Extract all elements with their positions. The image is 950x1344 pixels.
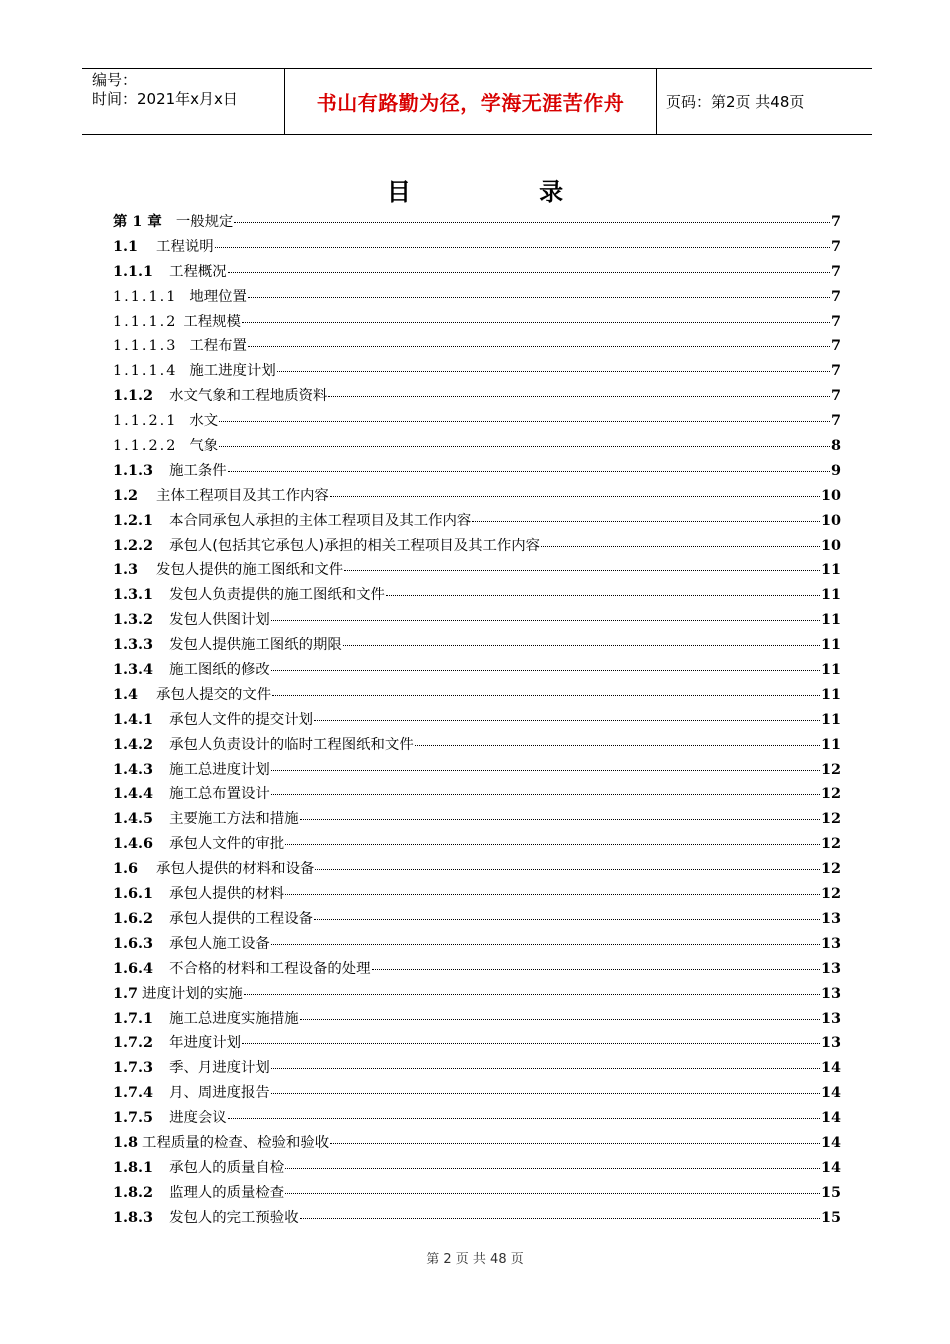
toc-entry-title: 发包人负责提供的施工图纸和文件 — [169, 587, 385, 604]
toc-dot-leader — [344, 570, 820, 571]
toc-entry-page: 11 — [820, 586, 841, 604]
toc-dot-leader — [285, 894, 820, 895]
toc-entry-page: 7 — [830, 387, 841, 405]
toc-entry[interactable] — [113, 857, 841, 882]
toc-entry-number: 1.7.3 — [113, 1059, 154, 1077]
toc-entry-title: 发包人的完工预验收 — [169, 1209, 299, 1226]
toc-entry-title: 进度会议 — [169, 1110, 227, 1127]
toc-entry-number: 1.4.2 — [113, 735, 154, 753]
toc-entry-number: 1.1.1.3 — [113, 338, 178, 355]
toc-entry-page: 14 — [820, 1084, 841, 1102]
toc-entry[interactable] — [113, 459, 841, 484]
toc-entry-title: 主要施工方法和措施 — [169, 811, 299, 828]
toc-entry-number: 1.7.2 — [113, 1034, 154, 1052]
toc-entry-title: 月、周进度报告 — [169, 1085, 270, 1102]
toc-entry-title: 施工总进度实施措施 — [169, 1010, 299, 1027]
toc-dot-leader — [285, 1193, 820, 1194]
toc-dot-leader — [285, 1168, 820, 1169]
toc-entry[interactable] — [113, 1106, 841, 1131]
toc-entry-title: 本合同承包人承担的主体工程项目及其工作内容 — [169, 512, 472, 529]
toc-entry[interactable] — [113, 658, 841, 683]
toc-entry[interactable] — [113, 683, 841, 708]
toc-entry[interactable] — [113, 907, 841, 932]
toc-entry-number: 1.4.3 — [113, 760, 154, 778]
toc-entry-title: 水文 — [189, 413, 219, 430]
toc-entry-page: 7 — [830, 237, 841, 255]
toc-entry[interactable] — [113, 1007, 841, 1032]
toc-entry-page: 14 — [820, 1109, 841, 1127]
toc-entry[interactable] — [113, 1131, 841, 1156]
toc-entry-page: 9 — [830, 461, 841, 479]
toc-entry-number: 1.7.4 — [113, 1084, 154, 1102]
toc-dot-leader — [244, 994, 820, 995]
toc-entry[interactable] — [113, 758, 841, 783]
toc-entry-title: 承包人施工设备 — [169, 935, 270, 952]
toc-entry-number: 第 1 章 — [113, 213, 162, 230]
toc-entry-page: 14 — [820, 1133, 841, 1151]
toc-entry-page: 7 — [830, 262, 841, 280]
toc-entry-number: 1.3 — [113, 561, 139, 579]
toc-entry-title: 一般规定 — [175, 214, 234, 230]
toc-entry-page: 13 — [820, 1009, 841, 1027]
table-of-contents — [113, 210, 841, 1231]
toc-entry-number: 1.4.4 — [113, 785, 154, 803]
toc-entry-page: 13 — [820, 984, 841, 1002]
toc-entry-title: 发包人提供的施工图纸和文件 — [156, 562, 344, 579]
toc-dot-leader — [271, 770, 820, 771]
toc-entry-title: 承包人文件的审批 — [169, 836, 285, 853]
toc-entry-title: 季、月进度计划 — [169, 1060, 270, 1077]
toc-entry-title: 发包人提供施工图纸的期限 — [169, 637, 342, 654]
toc-entry-title: 主体工程项目及其工作内容 — [156, 487, 329, 504]
toc-entry-number: 1.6.1 — [113, 885, 154, 903]
toc-dot-leader — [242, 1043, 820, 1044]
toc-entry-page: 8 — [830, 437, 841, 455]
toc-entry-page: 14 — [820, 1059, 841, 1077]
toc-entry-number: 1.7.5 — [113, 1109, 154, 1127]
toc-dot-leader — [271, 1068, 820, 1069]
toc-entry-page: 12 — [820, 810, 841, 828]
toc-entry-title: 监理人的质量检查 — [169, 1184, 285, 1201]
toc-entry-number: 1.4.1 — [113, 710, 154, 728]
toc-entry-number: 1.3.2 — [113, 611, 154, 629]
toc-dot-leader — [234, 222, 830, 223]
toc-entry-page: 10 — [820, 536, 841, 554]
toc-dot-leader — [330, 1143, 820, 1144]
toc-dot-leader — [228, 471, 830, 472]
toc-entry[interactable] — [113, 359, 841, 384]
toc-entry-title: 不合格的材料和工程设备的处理 — [169, 960, 371, 977]
toc-entry[interactable] — [113, 334, 841, 359]
toc-entry-number: 1.1.2 — [113, 387, 154, 405]
toc-entry[interactable] — [113, 534, 841, 559]
toc-entry[interactable] — [113, 982, 841, 1007]
toc-entry-number: 1.7.1 — [113, 1009, 154, 1027]
toc-entry-title: 施工总进度计划 — [169, 761, 270, 778]
toc-entry[interactable] — [113, 608, 841, 633]
toc-entry-number: 1.8.1 — [113, 1158, 154, 1176]
toc-entry-page: 11 — [820, 685, 841, 703]
toc-entry-page: 12 — [820, 885, 841, 903]
toc-dot-leader — [271, 620, 820, 621]
toc-entry-page: 10 — [820, 511, 841, 529]
toc-entry[interactable] — [113, 558, 841, 583]
toc-entry-number: 1.6.2 — [113, 909, 154, 927]
toc-entry[interactable] — [113, 1181, 841, 1206]
toc-entry[interactable] — [113, 832, 841, 857]
toc-entry-page: 11 — [820, 636, 841, 654]
toc-entry-number: 1.6.3 — [113, 934, 154, 952]
toc-dot-leader — [228, 1118, 820, 1119]
toc-dot-leader — [300, 1019, 820, 1020]
toc-entry-title: 施工图纸的修改 — [169, 662, 270, 679]
toc-title: 目 录 — [386, 178, 624, 206]
toc-dot-leader — [285, 844, 820, 845]
toc-entry-title: 进度计划的实施 — [142, 985, 243, 1002]
toc-entry[interactable] — [113, 310, 841, 335]
toc-entry-title: 发包人供图计划 — [169, 612, 270, 629]
toc-entry[interactable] — [113, 1206, 841, 1231]
toc-dot-leader — [330, 496, 820, 497]
toc-entry-page: 13 — [820, 934, 841, 952]
toc-entry-number: 1.3.4 — [113, 661, 154, 679]
toc-dot-leader — [277, 371, 830, 372]
toc-dot-leader — [271, 1093, 820, 1094]
toc-dot-leader — [300, 819, 820, 820]
toc-dot-leader — [219, 446, 830, 447]
toc-entry-page: 13 — [820, 959, 841, 977]
toc-entry-page: 10 — [820, 486, 841, 504]
header-meta — [82, 69, 284, 134]
toc-dot-leader — [315, 869, 820, 870]
toc-entry-title: 工程说明 — [156, 238, 214, 255]
toc-entry-page: 14 — [820, 1158, 841, 1176]
toc-entry-page: 15 — [820, 1208, 841, 1226]
toc-entry-title: 气象 — [189, 438, 219, 455]
toc-entry-number: 1.1.2.1 — [113, 413, 178, 430]
toc-entry-number: 1.2.1 — [113, 511, 154, 529]
toc-entry-number: 1.1.1.1 — [113, 288, 178, 305]
toc-entry[interactable] — [113, 708, 841, 733]
document-date: 时间：2021年x月x日 — [92, 90, 238, 108]
toc-entry-title: 承包人文件的提交计划 — [169, 711, 313, 728]
toc-dot-leader — [300, 1218, 820, 1219]
toc-entry-title: 施工进度计划 — [189, 363, 276, 380]
toc-entry[interactable] — [113, 807, 841, 832]
page-footer: 第 2 页 共 48 页 — [426, 1252, 524, 1267]
toc-entry-title: 施工条件 — [169, 462, 227, 479]
toc-entry-title: 承包人提供的材料 — [169, 886, 285, 903]
toc-entry-page: 7 — [830, 213, 841, 230]
toc-entry-page: 12 — [820, 860, 841, 878]
toc-entry-number: 1.1.3 — [113, 461, 154, 479]
toc-entry[interactable] — [113, 583, 841, 608]
toc-entry-number: 1.1.2.2 — [113, 438, 178, 455]
toc-entry-page: 7 — [830, 412, 841, 430]
toc-entry[interactable] — [113, 1031, 841, 1056]
toc-entry-number: 1.6 — [113, 860, 139, 878]
toc-dot-leader — [343, 645, 820, 646]
toc-entry-page: 11 — [820, 735, 841, 753]
toc-entry-number: 1.1.1.4 — [113, 363, 178, 380]
toc-entry-number: 1.2 — [113, 486, 139, 504]
toc-entry-title: 年进度计划 — [169, 1035, 242, 1052]
document-number: 编号： — [92, 71, 138, 89]
toc-entry-title: 工程质量的检查、检验和验收 — [142, 1134, 330, 1151]
toc-entry-page: 7 — [830, 337, 841, 355]
toc-dot-leader — [314, 919, 820, 920]
toc-entry-title: 工程规模 — [183, 313, 241, 330]
toc-entry-number: 1.3.3 — [113, 636, 154, 654]
toc-dot-leader — [271, 670, 820, 671]
toc-entry-page: 7 — [830, 312, 841, 330]
toc-entry-number: 1.2.2 — [113, 536, 154, 554]
toc-entry-number: 1.4.6 — [113, 835, 154, 853]
toc-entry-title: 承包人提供的材料和设备 — [156, 861, 315, 878]
toc-dot-leader — [472, 521, 820, 522]
toc-entry-page: 11 — [820, 561, 841, 579]
toc-entry-title: 承包人负责设计的临时工程图纸和文件 — [169, 736, 414, 753]
toc-entry[interactable] — [113, 434, 841, 459]
toc-entry[interactable] — [113, 633, 841, 658]
toc-dot-leader — [372, 969, 820, 970]
header-page-info: 页码：第2页 共48页 — [666, 93, 805, 111]
toc-entry[interactable] — [113, 882, 841, 907]
toc-entry-number: 1.1 — [113, 237, 139, 255]
toc-entry[interactable] — [113, 932, 841, 957]
toc-dot-leader — [242, 322, 830, 323]
toc-entry[interactable] — [113, 235, 841, 260]
toc-entry-number: 1.8.3 — [113, 1208, 154, 1226]
toc-entry[interactable] — [113, 1156, 841, 1181]
toc-dot-leader — [415, 745, 820, 746]
toc-entry-number: 1.6.4 — [113, 959, 154, 977]
toc-entry-number: 1.4.5 — [113, 810, 154, 828]
toc-entry-page: 11 — [820, 611, 841, 629]
toc-dot-leader — [328, 396, 830, 397]
toc-entry-number: 1.1.1.2 — [113, 313, 178, 330]
toc-entry[interactable] — [113, 285, 841, 310]
toc-entry-page: 11 — [820, 661, 841, 679]
page-header — [82, 68, 872, 135]
toc-dot-leader — [386, 595, 820, 596]
toc-entry-title: 承包人的质量自检 — [169, 1159, 285, 1176]
toc-entry-number: 1.8 — [113, 1133, 139, 1151]
toc-entry-page: 7 — [830, 362, 841, 380]
toc-entry[interactable] — [113, 509, 841, 534]
toc-entry-page: 13 — [820, 909, 841, 927]
toc-entry-title: 承包人提供的工程设备 — [169, 910, 313, 927]
toc-entry-number: 1.7 — [113, 984, 139, 1002]
toc-entry-page: 12 — [820, 760, 841, 778]
toc-entry[interactable] — [113, 782, 841, 807]
toc-entry-title: 地理位置 — [189, 288, 247, 305]
toc-entry-page: 7 — [830, 287, 841, 305]
toc-entry[interactable] — [113, 733, 841, 758]
toc-entry-page: 13 — [820, 1034, 841, 1052]
toc-entry-number: 1.8.2 — [113, 1183, 154, 1201]
toc-entry[interactable] — [113, 1056, 841, 1081]
toc-entry-title: 水文气象和工程地质资料 — [169, 388, 328, 405]
toc-dot-leader — [228, 272, 830, 273]
header-motto: 书山有路勤为径，学海无涯苦作舟 — [284, 69, 657, 134]
toc-entry[interactable] — [113, 384, 841, 409]
toc-dot-leader — [219, 421, 830, 422]
toc-entry-page: 12 — [820, 835, 841, 853]
toc-entry-title: 承包人(包括其它承包人)承担的相关工程项目及其工作内容 — [169, 537, 541, 554]
toc-dot-leader — [248, 346, 830, 347]
toc-entry-number: 1.1.1 — [113, 262, 154, 280]
toc-entry-title: 承包人提交的文件 — [156, 686, 272, 703]
toc-dot-leader — [215, 247, 830, 248]
toc-entry[interactable] — [113, 1081, 841, 1106]
toc-entry-title: 工程概况 — [169, 263, 227, 280]
toc-entry[interactable] — [113, 484, 841, 509]
toc-dot-leader — [248, 297, 830, 298]
toc-entry[interactable] — [113, 210, 841, 235]
toc-dot-leader — [314, 720, 820, 721]
toc-entry-title: 工程布置 — [189, 338, 247, 355]
toc-entry-page: 11 — [820, 710, 841, 728]
toc-entry[interactable] — [113, 957, 841, 982]
toc-dot-leader — [272, 695, 820, 696]
toc-dot-leader — [271, 794, 820, 795]
toc-entry-number: 1.4 — [113, 685, 139, 703]
toc-entry-title: 施工总布置设计 — [169, 786, 270, 803]
toc-dot-leader — [541, 546, 820, 547]
toc-entry[interactable] — [113, 260, 841, 285]
toc-dot-leader — [271, 944, 820, 945]
toc-entry-page: 15 — [820, 1183, 841, 1201]
toc-entry-number: 1.3.1 — [113, 586, 154, 604]
toc-entry-page: 12 — [820, 785, 841, 803]
toc-entry[interactable] — [113, 409, 841, 434]
